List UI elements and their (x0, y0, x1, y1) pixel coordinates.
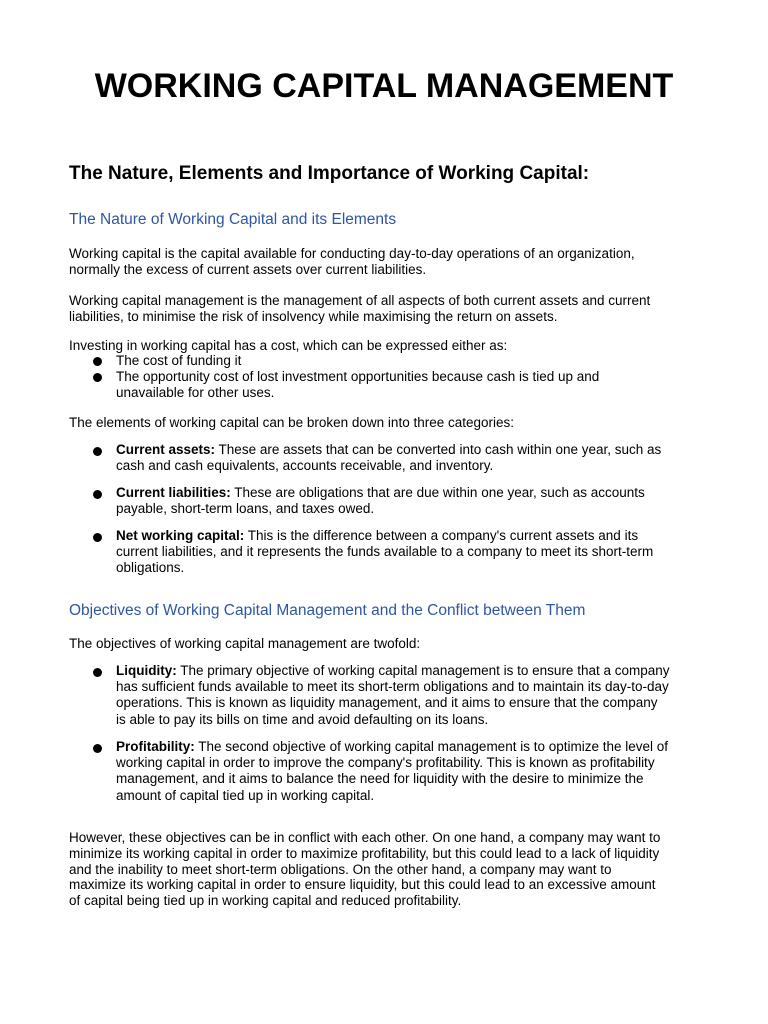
text-line: current liabilities, and it represents the funds available to a company to meet its short-term (116, 544, 654, 560)
term-label: Liquidity: (116, 663, 177, 678)
text-line: These are obligations that are due within one year, such as accounts (230, 485, 645, 500)
bullet-icon (93, 744, 102, 753)
text-line: The opportunity cost of lost investment opportunities because cash is tied up and (116, 369, 600, 384)
document-title: WORKING CAPITAL MANAGEMENT (94, 67, 674, 105)
subheading-objectives: Objectives of Working Capital Management and the Conflict between Them (69, 602, 586, 619)
bullet-icon (93, 668, 102, 677)
list-item-net-working-capital (116, 528, 653, 577)
text-line: liabilities, to minimise the risk of insolvency while maximising the return on assets. (69, 308, 558, 324)
text-line: The cost of funding it (116, 353, 242, 368)
list-item-profitability (116, 739, 668, 804)
text-line: Working capital management is the management of all aspects of both current assets and current (69, 293, 651, 308)
section-heading: The Nature, Elements and Importance of Working Capital: (69, 163, 590, 184)
term-label: Current assets: (116, 442, 216, 457)
bullet-icon (93, 533, 102, 542)
text-line: is able to pay its bills on time and avoid defaulting on its loans. (116, 711, 489, 727)
text-line: has sufficient funds available to meet its short-term obligations and to maintain its day-to-day (116, 679, 669, 695)
text-line: and the inability to meet short-term obligations. On the other hand, a company may want to (69, 861, 612, 877)
term-label: Profitability: (116, 739, 195, 754)
text-line: Working capital is the capital available for conducting day-to-day operations of an organization, (69, 246, 635, 261)
text-line: normally the excess of current assets over current liabilities. (69, 261, 427, 277)
paragraph-conflict (69, 830, 660, 909)
bullet-icon (93, 490, 102, 499)
text-line: These are assets that can be converted into cash within one year, such as (215, 442, 662, 457)
paragraph-cost-intro: Investing in working capital has a cost, which can be expressed either as: (69, 338, 508, 353)
bullet-icon (93, 373, 102, 382)
term-label: Net working capital: (116, 528, 245, 543)
paragraph-elements-intro: The elements of working capital can be broken down into three categories: (69, 415, 515, 430)
term-label: Current liabilities: (116, 485, 231, 500)
paragraph-objectives-intro: The objectives of working capital management are twofold: (69, 636, 421, 651)
bullet-icon (93, 357, 102, 366)
text-line: amount of capital tied up in working capital. (116, 787, 375, 803)
text-line: maximize its working capital in order to ensure liquidity, but this could lead to an excessive amount (69, 877, 656, 893)
text-line: obligations. (116, 560, 185, 576)
bullet-icon (93, 447, 102, 456)
text-line: The primary objective of working capital management is to ensure that a company (176, 663, 670, 678)
text-line: However, these objectives can be in conflict with each other. On one hand, a company may want to (69, 830, 661, 845)
list-item-opportunity-cost (116, 369, 599, 401)
text-line: minimize its working capital in order to maximize profitability, but this could lead to a lack of liquidity (69, 845, 660, 861)
text-line: The second objective of working capital management is to optimize the level of (194, 739, 669, 754)
text-line: management, and it aims to balance the need for liquidity with the desire to minimize the (116, 771, 644, 787)
paragraph-management (69, 293, 650, 325)
list-item-liquidity (116, 663, 670, 728)
list-item-current-assets (116, 442, 661, 474)
list-item-cost-funding (116, 353, 241, 369)
text-line: of capital being tied up in working capital and reduced profitability. (69, 893, 462, 909)
list-item-current-liabilities (116, 485, 645, 517)
text-line: payable, short-term loans, and taxes owed. (116, 501, 375, 517)
paragraph-definition (69, 246, 635, 278)
text-line: unavailable for other uses. (116, 385, 275, 401)
text-line: This is the difference between a company's current assets and its (244, 528, 639, 543)
text-line: cash and cash equivalents, accounts receivable, and inventory. (116, 458, 494, 474)
text-line: operations. This is known as liquidity management, and it aims to ensure that the company (116, 695, 658, 711)
text-line: working capital in order to improve the company's profitability. This is known as profitability (116, 755, 655, 771)
subheading-nature: The Nature of Working Capital and its Elements (69, 211, 397, 228)
